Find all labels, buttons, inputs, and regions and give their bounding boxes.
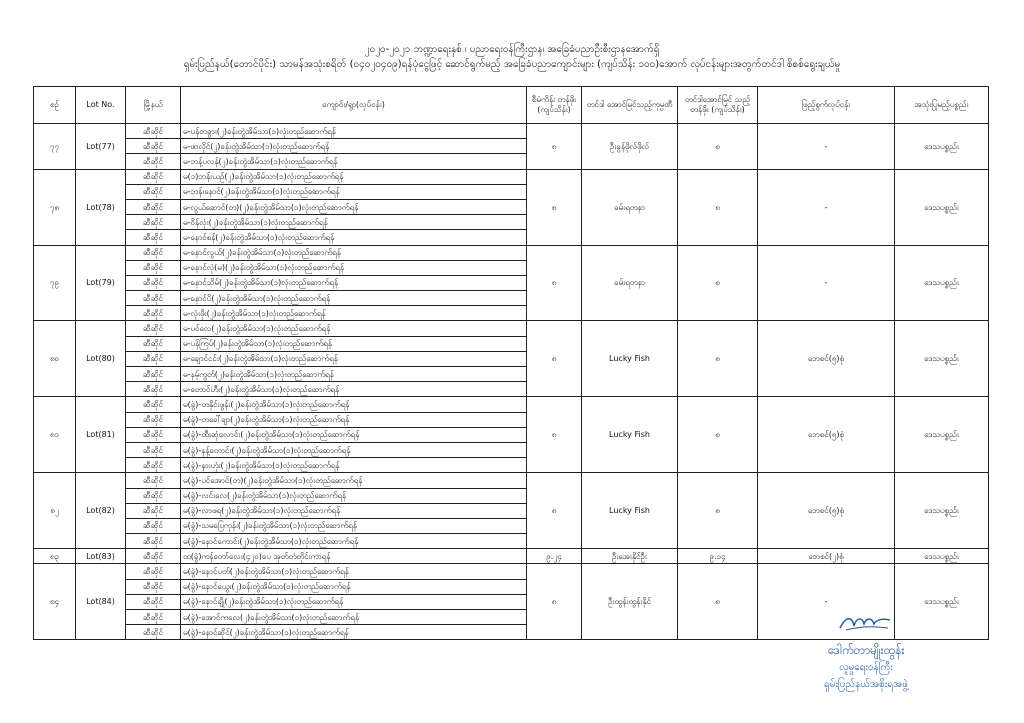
lot-no-cell: Lot(82)	[76, 473, 126, 549]
award-value-cell: ၈	[678, 321, 758, 397]
school-work-cell: မ-ဝိန်လုံး(၂)ခန်းတွဲအိမ်သာ(၁)လုံးတည်ဆောက်ရန်	[181, 215, 527, 230]
document-title-line-1: ၂၀၂၀-၂၀၂၁ ဘဏ္ဍာရေးနှစ် ၊ ပညာရေးဝန်ကြီးဌာန၊ အခြေခံပညာဦးစီးဌာနအောက်ရှိ	[364, 44, 660, 55]
school-work-cell: မ(ခွဲ)-နောင်ချို(၂)ခန်းတွဲအိမ်သာ(၁)လုံးတည်ဆောက်ရန်	[181, 594, 527, 609]
township-cell: ဆီဆိုင်	[126, 564, 181, 579]
township-cell: ဆီဆိုင်	[126, 382, 181, 397]
company-cell: Lucky Fish	[582, 473, 678, 549]
estimate-cell: ၈	[527, 397, 582, 473]
estimate-cell: ၉.၂၄	[527, 549, 582, 564]
school-work-cell: မ(ခွဲ)-တနိုင်းဖွန်း(၂)ခန်းတွဲအိမ်သာ(၁)လုံးတည်ဆောက်ရန်	[181, 397, 527, 412]
school-work-cell: မ-လုံးဖိုး(၂)ခန်းတွဲအိမ်သာ(၁)လုံးတည်ဆောက်ရန်	[181, 306, 527, 321]
estimate-cell: ၈	[527, 245, 582, 321]
extra-work-cell: ဘေစင်(၅)စုံ	[758, 397, 895, 473]
school-work-cell: မ(ခွဲ)-ပင်အောင်(တ)(၂)ခန်းတွဲအိမ်သာ(၁)လုံးတည်ဆောက်ရန်	[181, 473, 527, 488]
school-work-cell: ထ(ခွဲ)ကန်တော်လေး(၄၂၀)ပေ အုတ်တံတိုင်းကာရန်	[181, 549, 527, 564]
extra-work-cell: -	[758, 245, 895, 321]
signature-block	[736, 612, 996, 693]
school-work-cell: မ-ဘန့်ပလန်(၂)ခန်းတွဲအိမ်သာ(၁)လုံးတည်ဆောက်ရန်	[181, 154, 527, 169]
seq-cell: ၈၁	[34, 397, 76, 473]
estimate-cell: ၈	[527, 169, 582, 245]
header-lot-no: Lot No.	[76, 87, 126, 124]
award-value-cell: ၈	[678, 564, 758, 640]
table-row	[34, 124, 989, 139]
township-cell: ဆီဆိုင်	[126, 442, 181, 457]
material-cell: ဒေသပစ္စည်း	[895, 321, 989, 397]
township-cell: ဆီဆိုင်	[126, 610, 181, 625]
school-work-cell: မ(ခွဲ)-ထီးဆုံလောင်း(၂)ခန်းတွဲအိမ်သာ(၁)လုံးတည်ဆောက်ရန်	[181, 427, 527, 442]
table-header-row	[34, 87, 989, 124]
school-work-cell: မ(ခွဲ)-လာဖရ(၂)ခန်းတွဲအိမ်သာ(၁)လုံးတည်ဆောက်ရန်	[181, 503, 527, 518]
material-cell: ဒေသပစ္စည်း	[895, 564, 989, 640]
table-row	[34, 397, 989, 412]
lot-no-cell: Lot(84)	[76, 564, 126, 640]
header-estimate: စီမံကိန်း တန်ဖိုး (ကျပ်သိန်း)	[527, 87, 582, 124]
township-cell: ဆီဆိုင်	[126, 488, 181, 503]
lot-no-cell: Lot(83)	[76, 549, 126, 564]
document-title-line-2: ရှမ်းပြည်နယ်(တောင်ပိုင်း) သာမန်အသုံးစရိတ် (၀၄၀၂၀၄၀၉)ရန်ပုံငွေဖြင့် ဆောင်ရွက်မည့် အခြေခံပညာကျောင်းများ (ကျပ်သိန်း ၁၀၀)အောက် လုပ်ငန်းများအတွက်တင်ဒါ စိစစ်ရွေးချယ်မှု	[183, 59, 841, 70]
award-value-cell: ၈	[678, 169, 758, 245]
signatory-office: ရှမ်းပြည်နယ်အစိုးရအဖွဲ့	[824, 679, 908, 690]
township-cell: ဆီဆိုင်	[126, 124, 181, 139]
school-work-cell: မ(ခွဲ)-နားဟုံး(၂)ခန်းတွဲအိမ်သာ(၁)လုံးတည်ဆောက်ရန်	[181, 458, 527, 473]
township-cell: ဆီဆိုင်	[126, 397, 181, 412]
table-row	[34, 169, 989, 184]
township-cell: ဆီဆိုင်	[126, 321, 181, 336]
handwritten-signature	[836, 612, 896, 634]
school-work-cell: မ-နောင်လွယ်(၂)ခန်းတွဲအိမ်သာ(၁)လုံးတည်ဆောက်ရန်	[181, 245, 527, 260]
school-work-cell: မ-ဖာလိုင်(၂)ခန်းတွဲအိမ်သာ(၁)လုံးတည်ဆောက်ရန်	[181, 139, 527, 154]
award-value-cell: ၉.၁၄	[678, 549, 758, 564]
lot-no-cell: Lot(77)	[76, 124, 126, 170]
award-value-cell: ၈	[678, 473, 758, 549]
company-cell: ဦးထွန်းထွန်းနိုင်	[582, 564, 678, 640]
school-work-cell: မ(ခွဲ)-လင်းလေ(၂)ခန်းတွဲအိမ်သာ(၁)လုံးတည်ဆောက်ရန်	[181, 488, 527, 503]
school-work-cell: မ(၁)ဘန်းယဉ်(၂)ခန်းတွဲအိမ်သာ(၁)လုံးတည်ဆောက်ရန်	[181, 169, 527, 184]
school-work-cell: မ-လွယ်ဆောင်(တ)(၂)ခန်းတွဲအိမ်သာ(၁)လုံးတည်ဆောက်ရန်	[181, 199, 527, 214]
lot-no-cell: Lot(80)	[76, 321, 126, 397]
header-township: မြို့နယ်	[126, 87, 181, 124]
township-cell: ဆီဆိုင်	[126, 184, 181, 199]
township-cell: ဆီဆိုင်	[126, 412, 181, 427]
header-material: အသုံးပြုမည့်ပစ္စည်း	[895, 87, 989, 124]
township-cell: ဆီဆိုင်	[126, 503, 181, 518]
extra-work-cell: ဘေစင်(၂)စုံ	[758, 549, 895, 564]
header-extra-work: ဖြည့်စွက်လုပ်ငန်း	[758, 87, 895, 124]
company-cell: ခမ်းရတနာ	[582, 169, 678, 245]
table-row	[34, 549, 989, 564]
township-cell: ဆီဆိုင်	[126, 351, 181, 366]
table-row	[34, 473, 989, 488]
township-cell: ဆီဆိုင်	[126, 367, 181, 382]
school-work-cell: မ-နောင်ပိ(၂)ခန်းတွဲအိမ်သာ(၁)လုံးတည်ဆောက်ရန်	[181, 291, 527, 306]
school-work-cell: မ-နောင်လုံ(မ)(၂)ခန်းတွဲအိမ်သာ(၁)လုံးတည်ဆောက်ရန်	[181, 260, 527, 275]
township-cell: ဆီဆိုင်	[126, 169, 181, 184]
school-work-cell: မ(ခွဲ)-တခေါ်ချာ(၂)ခန်းတွဲအိမ်သာ(၁)လုံးတည်ဆောက်ရန်	[181, 412, 527, 427]
school-work-cell: မ-နမ့်ကွတ်(၂)ခန်းတွဲအိမ်သာ(၁)လုံးတည်ဆောက်ရန်	[181, 367, 527, 382]
township-cell: ဆီဆိုင်	[126, 154, 181, 169]
seq-cell: ၇၈	[34, 169, 76, 245]
seq-cell: ၈၂	[34, 473, 76, 549]
township-cell: ဆီဆိုင်	[126, 139, 181, 154]
table-body	[34, 124, 989, 640]
estimate-cell: ၈	[527, 473, 582, 549]
township-cell: ဆီဆိုင်	[126, 245, 181, 260]
seq-cell: ၈၃	[34, 549, 76, 564]
township-cell: ဆီဆိုင်	[126, 458, 181, 473]
school-work-cell: မ(ခွဲ)-သမပြေကုန်း(၂)ခန်းတွဲအိမ်သာ(၁)လုံးတည်ဆောက်ရန်	[181, 518, 527, 533]
school-work-cell: မ(ခွဲ)-နန့်တောင်း(၂)ခန်းတွဲအိမ်သာ(၁)လုံးတည်ဆောက်ရန်	[181, 442, 527, 457]
school-work-cell: မ-ချောင်ငင်း(၂)ခန်းတွဲအိမ်သာ(၁)လုံးတည်ဆောက်ရန်	[181, 351, 527, 366]
material-cell: ဒေသပစ္စည်း	[895, 473, 989, 549]
township-cell: ဆီဆိုင်	[126, 518, 181, 533]
material-cell: ဒေသပစ္စည်း	[895, 245, 989, 321]
school-work-cell: မ-ဘန်းနောင်(၂)ခန်းတွဲအိမ်သာ(၁)လုံးတည်ဆောက်ရန်	[181, 184, 527, 199]
township-cell: ဆီဆိုင်	[126, 291, 181, 306]
school-work-cell: မ-နောင်စန်(၂)ခန်းတွဲအိမ်သာ(၁)လုံးတည်ဆောက်ရန်	[181, 230, 527, 245]
header-award-value: တင်ဒါအောင်မြင် သည့်တန်ဖိုး (ကျပ်သိန်း)	[678, 87, 758, 124]
award-value-cell: ၈	[678, 397, 758, 473]
award-value-cell: ၈	[678, 124, 758, 170]
lot-no-cell: Lot(79)	[76, 245, 126, 321]
township-cell: ဆီဆိုင်	[126, 215, 181, 230]
township-cell: ဆီဆိုင်	[126, 260, 181, 275]
lot-no-cell: Lot(78)	[76, 169, 126, 245]
header-school-work: ကျောင်း/ရွာ(လုပ်ငန်း)	[181, 87, 527, 124]
township-cell: ဆီဆိုင်	[126, 625, 181, 640]
estimate-cell: ၈	[527, 321, 582, 397]
header-company: တင်ဒါ အောင်မြင်သည့်ကုမ္ပဏီ	[582, 87, 678, 124]
township-cell: ဆီဆိုင်	[126, 230, 181, 245]
township-cell: ဆီဆိုင်	[126, 594, 181, 609]
signatory-name: ဒေါက်တာမျိုးထွန်း	[827, 643, 905, 657]
company-cell: Lucky Fish	[582, 321, 678, 397]
township-cell: ဆီဆိုင်	[126, 473, 181, 488]
award-value-cell: ၈	[678, 245, 758, 321]
table-row	[34, 321, 989, 336]
township-cell: ဆီဆိုင်	[126, 336, 181, 351]
township-cell: ဆီဆိုင်	[126, 306, 181, 321]
company-cell: ခမ်းရတနာ	[582, 245, 678, 321]
school-work-cell: မ(ခွဲ)-နောင်ကောင်း(၂)ခန်းတွဲအိမ်သာ(၁)လုံးတည်ဆောက်ရန်	[181, 534, 527, 549]
township-cell: ဆီဆိုင်	[126, 199, 181, 214]
school-work-cell: မ(ခွဲ)-အောင်ကလေ(၂)ခန်းတွဲအိမ်သာ(၁)လုံးတည်ဆောက်ရန်	[181, 610, 527, 625]
estimate-cell: ၈	[527, 564, 582, 640]
township-cell: ဆီဆိုင်	[126, 579, 181, 594]
material-cell: ဒေသပစ္စည်း	[895, 124, 989, 170]
extra-work-cell: ဘေစင်(၅)စုံ	[758, 473, 895, 549]
material-cell: ဒေသပစ္စည်း	[895, 549, 989, 564]
school-work-cell: မ-နောင်သိမ်(၂)ခန်းတွဲအိမ်သာ(၁)လုံးတည်ဆောက်ရန်	[181, 275, 527, 290]
school-work-cell: မ-ပင်လေ(၂)ခန်းတွဲအိမ်သာ(၁)လုံးတည်ဆောက်ရန်	[181, 321, 527, 336]
township-cell: ဆီဆိုင်	[126, 427, 181, 442]
company-cell: Lucky Fish	[582, 397, 678, 473]
seq-cell: ၈၄	[34, 564, 76, 640]
header-seq: စဉ်	[34, 87, 76, 124]
school-work-cell: မ(ခွဲ)-နောင်ဆိုင်(၂)ခန်းတွဲအိမ်သာ(၁)လုံးတည်ဆောက်ရန်	[181, 625, 527, 640]
material-cell: ဒေသပစ္စည်း	[895, 397, 989, 473]
extra-work-cell: -	[758, 124, 895, 170]
signatory-title: လူမှုရေးဝန်ကြီး	[839, 662, 893, 673]
extra-work-cell: -	[758, 169, 895, 245]
extra-work-cell: ဘေစင်(၅)စုံ	[758, 321, 895, 397]
company-cell: ဦးခွန်ဖိုလ်ဖိုလ်	[582, 124, 678, 170]
township-cell: ဆီဆိုင်	[126, 534, 181, 549]
school-work-cell: မ-ပန်ကြပ်(၂)ခန်းတွဲအိမ်သာ(၁)လုံးတည်ဆောက်ရန်	[181, 336, 527, 351]
lot-no-cell: Lot(81)	[76, 397, 126, 473]
estimate-cell: ၈	[527, 124, 582, 170]
school-work-cell: မ(ခွဲ)-နောင်ယွေး(၂)ခန်းတွဲအိမ်သာ(၁)လုံးတည်ဆောက်ရန်	[181, 579, 527, 594]
school-work-cell: မ(ခွဲ)-နောင်ပတ်(၂)ခန်းတွဲအိမ်သာ(၁)လုံးတည်ဆောက်ရန်	[181, 564, 527, 579]
township-cell: ဆီဆိုင်	[126, 275, 181, 290]
township-cell: ဆီဆိုင်	[126, 549, 181, 564]
table-row	[34, 564, 989, 579]
extra-work-cell: -	[758, 564, 895, 640]
tender-results-table	[33, 86, 989, 640]
material-cell: ဒေသပစ္စည်း	[895, 169, 989, 245]
seq-cell: ၇၉	[34, 245, 76, 321]
seq-cell: ၈၀	[34, 321, 76, 397]
table-row	[34, 245, 989, 260]
school-work-cell: မ-ပန်တခွား(၂)ခန်းတွဲအိမ်သာ(၁)လုံးတည်ဆောက်ရန်	[181, 124, 527, 139]
school-work-cell: မ-တောင်ဟီး(၂)ခန်းတွဲအိမ်သာ(၁)လုံးတည်ဆောက်ရန်	[181, 382, 527, 397]
company-cell: ဦးအေးနိုင်ဦး	[582, 549, 678, 564]
seq-cell: ၇၇	[34, 124, 76, 170]
